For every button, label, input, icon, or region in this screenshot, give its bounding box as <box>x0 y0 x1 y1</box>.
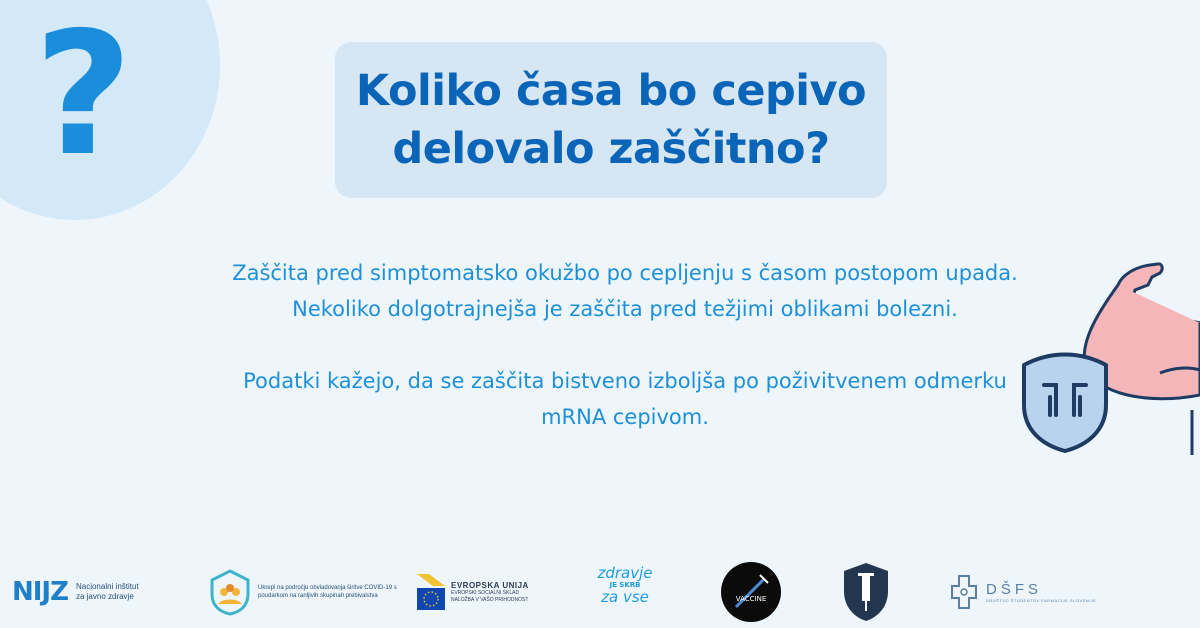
dsfs-logo <box>948 560 1096 624</box>
eu-flag-icon <box>415 570 447 614</box>
paragraph-2: Podatki kažejo, da se zaščita bistveno izboljša po poživitvenem odmerku mRNA cepivom. <box>243 369 1007 429</box>
page-title <box>356 62 866 178</box>
title-box <box>335 42 887 198</box>
ukrepi-logo <box>208 560 398 624</box>
nijz-text: Nacionalni inštitut za javno zdravje <box>75 582 139 601</box>
flexed-arm-shield-icon <box>1010 255 1200 455</box>
vaccine-logo <box>720 560 782 624</box>
nijz-logo <box>12 560 146 624</box>
title-line-2: delovalo zaščitno? <box>392 124 830 174</box>
body-text <box>230 255 1020 435</box>
zdravje-logo <box>590 560 660 624</box>
ukrepi-text: Ukrepi na področju obvladovanja širitve COVID-19 s poudarkom na ranljivih skupinah prebivalstva <box>258 585 397 599</box>
eu-sub1: EVROPSKI SOCIALNI SKLAD <box>451 589 520 596</box>
title-line-1: Koliko časa bo cepivo <box>355 66 867 116</box>
question-mark-icon: ? <box>34 0 133 194</box>
eu-sub2: NALOŽBA V VAŠO PRIHODNOST <box>451 596 529 603</box>
zdravje-mid: JE SKRB <box>609 581 641 589</box>
eu-title: EVROPSKA UNIJA <box>451 580 529 590</box>
dsfs-text: DŠFS <box>986 581 1043 598</box>
syringe-shield-logo <box>842 560 890 624</box>
dsfs-text-group <box>980 581 1096 603</box>
paragraph-1: Zaščita pred simptomatsko okužbo po cepljenju s časom postopom upada. Nekoliko dolgotrajnejša je zaščita pred težjimi oblikami bolezni. <box>232 261 1018 321</box>
dsfs-sub: DRUŠTVO ŠTUDENTOV FARMACIJE SLOVENIJE <box>986 598 1097 603</box>
zdravje-bottom: za vse <box>601 588 649 606</box>
eu-logo <box>415 560 529 624</box>
eu-text <box>451 581 529 604</box>
syringe-circle-icon <box>720 561 782 623</box>
dsfs-cross-icon <box>948 572 980 612</box>
zdravje-top: zdravje <box>597 564 653 582</box>
vaccine-text: VACCINE <box>735 595 767 603</box>
partner-logos <box>0 560 1200 624</box>
syringe-shield-icon <box>842 561 890 623</box>
nijz-mark: NIJZ <box>12 577 68 607</box>
shield-people-icon <box>208 568 252 616</box>
